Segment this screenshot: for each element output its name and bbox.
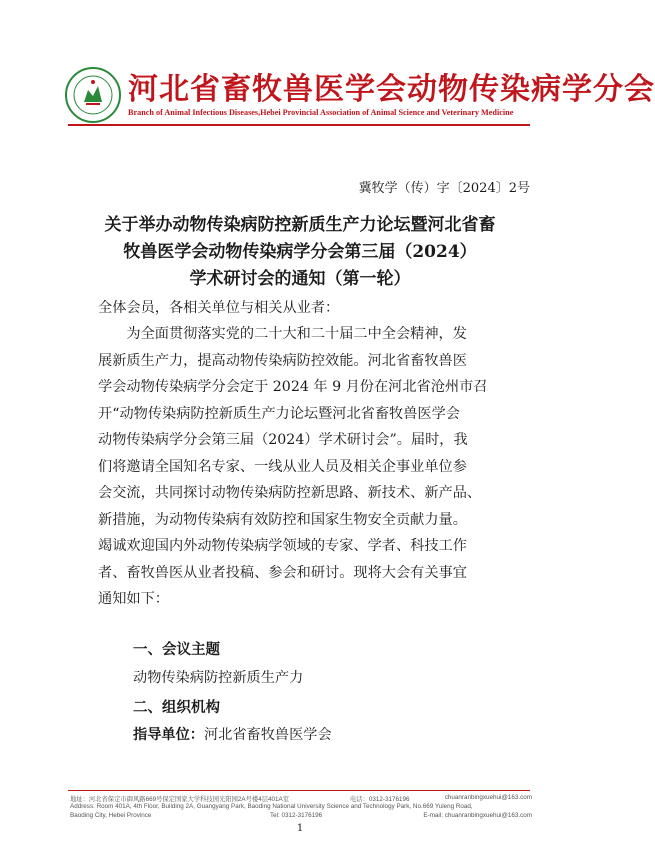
page-number: 1 <box>296 823 304 834</box>
salutation: 全体会员，各相关单位与相关从业者： <box>98 300 340 316</box>
footer-divider <box>68 790 530 791</box>
footer-address-cn <box>70 794 532 803</box>
association-logo-icon <box>64 66 122 124</box>
notice-title-line-2: 牧兽医学会动物传染病学分会第三届（2024） <box>123 242 477 262</box>
body-line: 开“动物传染病防控新质生产力论坛暨河北省畜牧兽医学会 <box>98 405 460 422</box>
footer-phone-cn: 电话：0312-3176196 <box>350 796 410 803</box>
section-1-content: 动物传染病防控新质生产力 <box>133 670 304 686</box>
body-line: 通知如下： <box>98 591 169 607</box>
body-line: 展新质生产力，提高动物传染病防控效能。河北省畜牧兽医 <box>98 352 467 369</box>
org-name-title: 河北省畜牧兽医学会动物传染病学分会 <box>128 72 655 107</box>
section-1-heading: 一、会议主题 <box>133 642 220 658</box>
document-number: 冀牧学（传）字〔2024〕2号 <box>358 181 530 196</box>
body-line: 动物传染病学分会第三届（2024）学术研讨会”。届时，我 <box>98 432 468 448</box>
body-paragraph <box>98 321 534 613</box>
guide-unit-value: 河北省畜牧兽医学会 <box>203 727 332 743</box>
section-2-heading: 二、组织机构 <box>133 700 220 716</box>
body-line: 们将邀请全国知名专家、一线从业人员及相关企事业单位参 <box>98 458 467 475</box>
body-line: 学会动物传染病学分会定于 2024 年 9 月份在河北省沧州市召 <box>98 379 488 395</box>
body-line: 会交流，共同探讨动物传染病防控新思路、新技术、新产品、 <box>98 485 482 501</box>
notice-title-line-1: 关于举办动物传染病防控新质生产力论坛暨河北省畜 <box>104 215 496 235</box>
footer-city-row <box>70 812 532 819</box>
footer-city: Baoding City, Hebei Province <box>70 812 152 819</box>
footer-email-cn: chuanranbingxuehui@163.com <box>444 794 532 801</box>
footer-tel: Tel: 0312-3176196 <box>270 812 323 819</box>
org-name-english: Branch of Animal Infectious Diseases,Hebei Provincial Association of Animal Science and Veterinary Medicine <box>128 108 514 117</box>
body-line: 竭诚欢迎国内外动物传染病学领域的专家、学者、科技工作 <box>98 538 467 554</box>
footer-address-text: 地址：河北省保定市御风路669号保定国家大学科技园光阳园2A号楼4层401A室 <box>70 796 290 803</box>
footer-email: E-mail: chuanranbingxuehui@163.com <box>423 812 532 819</box>
guide-unit-row <box>133 724 332 744</box>
body-line: 新措施，为动物传染病有效防控和国家生物安全贡献力量。 <box>98 511 467 528</box>
body-line: 者、畜牧兽医从业者投稿、参会和研讨。现将大会有关事宜 <box>98 564 467 581</box>
guide-unit-label: 指导单位： <box>133 727 204 743</box>
body-line: 为全面贯彻落实党的二十大和二十届二中全会精神，发 <box>98 326 467 342</box>
header-divider <box>68 124 530 126</box>
notice-title-line-3: 学术研讨会的通知（第一轮） <box>189 269 411 289</box>
footer-address-en: Address: Room 401A, 4th Floor, Building 2A, Guangyang Park, Baoding National University Science and Technology Park, No.669 Yuleng Road, <box>70 803 473 810</box>
